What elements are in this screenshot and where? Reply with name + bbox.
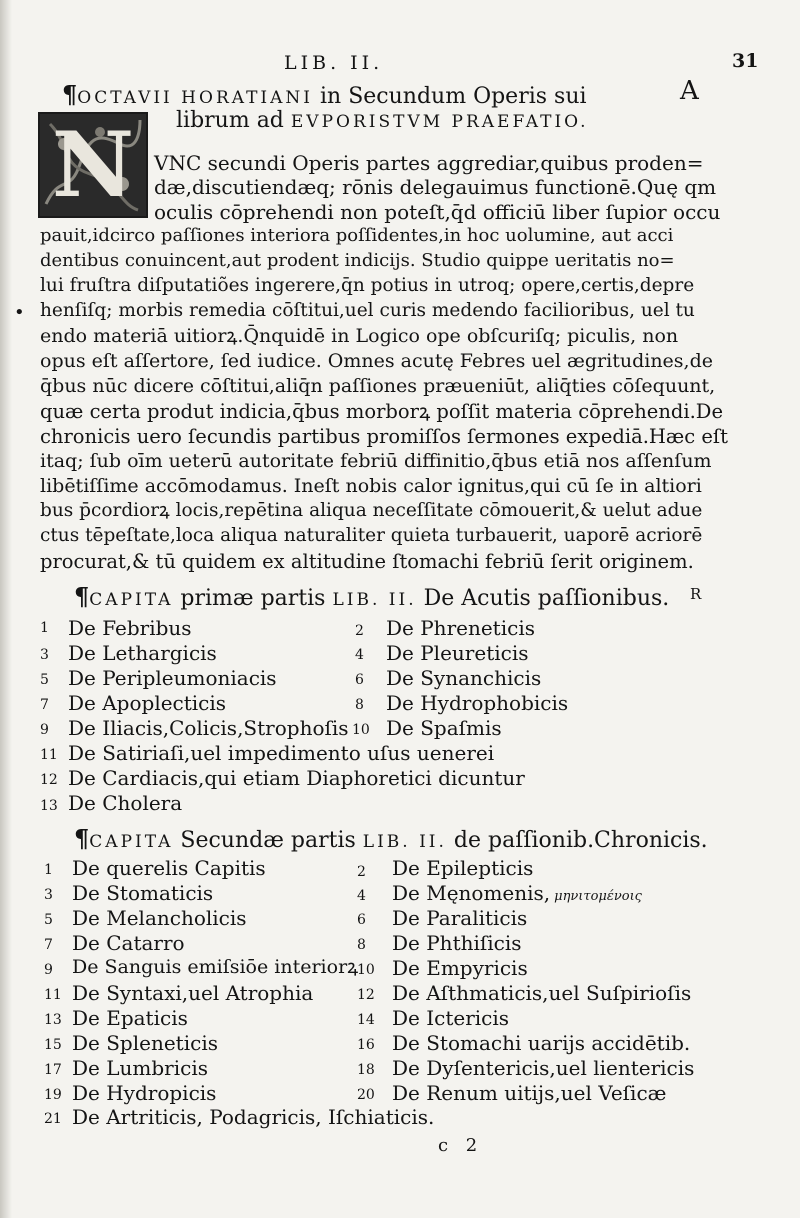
chapter-title: De Satiriaſi,uel impedimento uſus uenerei — [68, 741, 495, 765]
chapter-title: De Sanguis emiſsiōe interiorꝝ — [72, 956, 359, 978]
preface-line: itaq; ſub oīm ueterū autoritate febriū diffinitio,q̄bus etiā nos aſſenſum — [40, 450, 712, 472]
chapter-number: 9 — [40, 722, 49, 738]
chapter-number: 11 — [44, 987, 62, 1003]
chapter-number: 1 — [44, 862, 53, 878]
pilcrow-icon: ¶ — [74, 582, 90, 611]
chapter-title: De Cardiacis,qui etiam Diaphoretici dicuntur — [68, 766, 525, 790]
chapter-title: De Artriticis, Podagricis, Iſchiaticis. — [72, 1105, 435, 1129]
signature-mark: c 2 — [438, 1135, 484, 1156]
chapter-title: De Iliacis,Colicis,Strophoſis — [68, 716, 349, 740]
title-text-2: librum ad — [176, 108, 291, 133]
preface-title-line-1 — [62, 80, 587, 109]
chapter-title: De Febribus — [68, 616, 192, 640]
chapter-number: 18 — [357, 1062, 375, 1078]
chapter-number: 6 — [355, 672, 364, 688]
chapter-number: 4 — [357, 888, 366, 904]
chapter-number: 8 — [355, 697, 364, 713]
preface-line: ctus tēpeſtate,loca aliqua naturaliter quieta turbauerit, uaporē acriorē — [40, 525, 703, 546]
chapter-title: De Syntaxi,uel Atrophia — [72, 981, 314, 1005]
chapter-title: De Stomaticis — [72, 881, 214, 905]
chapter-number: 10 — [357, 962, 375, 978]
chapter-title: De Dyſentericis,uel lientericis — [392, 1056, 695, 1080]
title-text-1: in Secundum Operis sui — [313, 84, 587, 109]
preface-line: lui fruſtra diſputatiões ingerere,q̄n potius in utroq; opere,certis,depre — [40, 275, 695, 296]
chapter-number: 11 — [40, 747, 58, 763]
preface-line: opus eſt aſſertore, ſed iudice. Omnes acutę Febres uel ægritudines,de — [40, 350, 713, 372]
chapter-number: 3 — [44, 887, 53, 903]
chapter-number: 7 — [40, 697, 49, 713]
running-head: LIB. II. — [284, 52, 384, 74]
chapter-title: De Lethargicis — [68, 641, 217, 665]
pilcrow-icon: ¶ — [74, 824, 90, 853]
greek-note: μηνιτομένοις — [554, 889, 642, 904]
section-2-heading — [74, 824, 708, 853]
title-dedicatee: EVPORISTVM PRAEFATIO. — [290, 112, 589, 132]
drop-cap-letter: N — [51, 112, 135, 218]
section-1-lib: LIB. II. — [332, 590, 417, 610]
chapter-number: 9 — [44, 962, 53, 978]
chapter-number: 6 — [357, 912, 366, 928]
preface-line: procurat,& tū quidem ex altitudine ſtomachi febriū ſerit originem. — [40, 550, 694, 573]
page-number: 31 — [732, 50, 759, 72]
chapter-number: 19 — [44, 1087, 62, 1103]
preface-line: quæ certa produt indicia,q̄bus morborꝝ poſſit materia cōprehendi.De — [40, 400, 723, 423]
chapter-number: 7 — [44, 937, 53, 953]
chapter-title: De Aſthmaticis,uel Suſpirioſis — [392, 981, 692, 1005]
section-2-lib: LIB. II. — [362, 832, 447, 852]
preface-line: oculis cōprehendi non poteſt,q̄d officiū liber ſupior occu — [154, 200, 721, 224]
chapter-number: 3 — [40, 647, 49, 663]
chapter-title: De Peripleumoniacis — [68, 666, 277, 690]
chapter-title: De Empyricis — [392, 956, 528, 980]
chapter-title: De querelis Capitis — [72, 856, 266, 880]
chapter-number: 12 — [40, 772, 58, 788]
margin-mark-r: R — [690, 585, 702, 603]
chapter-number: 4 — [355, 647, 364, 663]
chapter-number: 16 — [357, 1037, 375, 1053]
chapter-title: De Apoplecticis — [68, 691, 227, 715]
chapter-number: 2 — [355, 623, 364, 639]
chapter-title-text: De Męnomenis, — [392, 881, 551, 905]
chapter-number: 14 — [357, 1012, 375, 1028]
chapter-number: 13 — [44, 1012, 62, 1028]
chapter-number: 8 — [357, 937, 366, 953]
page-edge-shadow — [0, 0, 12, 1218]
chapter-title: De Phthiſicis — [392, 931, 522, 955]
chapter-number: 2 — [357, 864, 366, 880]
preface-line: pauit,idcirco paſſiones interiora poſſidentes,in hoc uolumine, aut acci — [40, 225, 674, 246]
chapter-number: 13 — [40, 798, 58, 814]
chapter-title: De Spaſmis — [386, 716, 502, 740]
section-1-heading — [74, 582, 669, 611]
title-author: OCTAVII HORATIANI — [77, 88, 314, 108]
section-2-capita: CAPITA — [89, 832, 174, 852]
chapter-title: De Epilepticis — [392, 856, 534, 880]
preface-line: endo materiā uitiorꝝ.Q̄nquidē in Logico ope obſcuriſq; piculis, non — [40, 325, 679, 347]
chapter-number: 5 — [40, 672, 49, 688]
chapter-number: 5 — [44, 912, 53, 928]
ornamental-drop-cap — [38, 112, 148, 218]
preface-line: dæ,discutiendæq; rōnis delegauimus functionē.Quę qm — [154, 175, 717, 199]
pilcrow-icon: ¶ — [62, 80, 78, 109]
section-1-text-1: primæ partis — [173, 586, 333, 611]
chapter-title: De Melancholicis — [72, 906, 247, 930]
chapter-title: De Lumbricis — [72, 1056, 208, 1080]
preface-line: q̄bus nūc dicere cōſtitui,aliq̄n paſſiones præueniūt, aliq̄ties cōſequunt, — [40, 375, 716, 397]
chapter-title: De Hydrophobicis — [386, 691, 569, 715]
chapter-title: De Stomachi uarijs accidētib. — [392, 1031, 691, 1055]
section-2-text-2: de paſſionib.Chronicis. — [446, 828, 708, 853]
preface-line: dentibus conuincent,aut prodent indicijs. Studio quippe ueritatis no= — [40, 250, 675, 271]
chapter-number: 15 — [44, 1037, 62, 1053]
section-1-capita: CAPITA — [89, 590, 174, 610]
margin-mark-a: A — [680, 76, 699, 106]
chapter-title: De Hydropicis — [72, 1081, 217, 1105]
chapter-number: 12 — [357, 987, 375, 1003]
margin-dot: • — [14, 302, 25, 323]
page-header — [0, 46, 800, 80]
chapter-title: De Spleneticis — [72, 1031, 218, 1055]
preface-title-line-2 — [176, 108, 589, 133]
section-2-text-1: Secundæ partis — [173, 828, 363, 853]
chapter-title: De Catarro — [72, 931, 185, 955]
preface-line: chronicis uero ſecundis partibus promiſſos ſermones expediā.Hæc eſt — [40, 425, 728, 448]
chapter-number: 17 — [44, 1062, 62, 1078]
chapter-number: 10 — [352, 722, 370, 738]
section-1-text-2: De Acutis paſſionibus. — [416, 586, 670, 611]
chapter-title: De Pleureticis — [386, 641, 529, 665]
chapter-title: De Ictericis — [392, 1006, 510, 1030]
chapter-title: De Epaticis — [72, 1006, 188, 1030]
chapter-title: De Cholera — [68, 791, 183, 815]
chapter-title — [392, 883, 642, 903]
chapter-title: De Phreneticis — [386, 616, 535, 640]
chapter-title: De Renum uitijs,uel Veſicæ — [392, 1081, 667, 1105]
preface-line: libētiſſime accōmodamus. Ineſt nobis calor ignitus,qui cū ſe in altiori — [40, 475, 702, 497]
preface-line: VNC secundi Operis partes aggrediar,quibus proden= — [154, 151, 704, 175]
chapter-number: 1 — [40, 620, 49, 636]
preface-line: bus p̄cordiorꝝ locis,repētina aliqua neceſſitate cōmouerit,& uelut adue — [40, 500, 703, 521]
preface-line: henſiſq; morbis remedia cōſtitui,uel curis medendo facilioribus, uel tu — [40, 300, 695, 321]
chapter-number: 21 — [44, 1111, 62, 1127]
chapter-number: 20 — [357, 1087, 375, 1103]
chapter-title: De Synanchicis — [386, 666, 542, 690]
chapter-title: De Paraliticis — [392, 906, 528, 930]
